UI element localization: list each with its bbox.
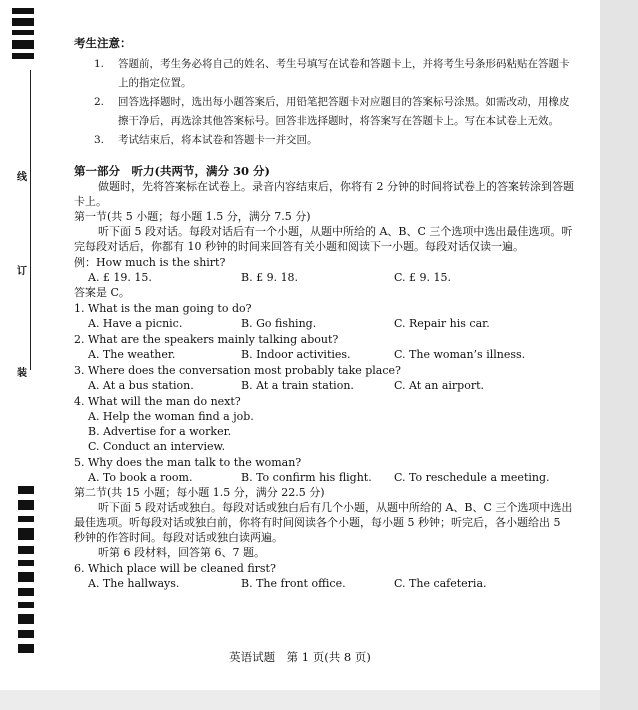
notice-title: 考生注意： <box>74 36 132 50</box>
barcode-bar <box>18 486 34 494</box>
notice-num: 3. <box>94 134 105 146</box>
seal-char: 装 <box>17 368 27 379</box>
option: B. Advertise for a worker. <box>88 425 232 438</box>
option: A. To book a room. <box>88 471 193 484</box>
barcode-bar <box>18 572 34 582</box>
option: B. Indoor activities. <box>241 348 351 361</box>
section-title: 第一节(共 5 小题；每小题 1.5 分，满分 7.5 分) <box>74 210 311 223</box>
section-intro: 听下面 5 段对话。每段对话后有一个小题，从题中所给的 A、B、C 三个选项中选出最佳选项。听完每段对话后，你都有 10 秒钟的时间来回答有关小题和阅读下一小题。每段对话仅读一遍。 <box>74 225 573 253</box>
barcode-bar <box>18 614 34 624</box>
question: 5. Why does the man talk to the woman? <box>74 456 302 469</box>
option: C. To reschedule a meeting. <box>394 471 550 484</box>
question-options <box>74 347 574 362</box>
question-options <box>74 316 574 331</box>
barcode-bar <box>18 528 34 540</box>
seal-char: 线 <box>17 172 27 183</box>
barcode-bar <box>18 546 34 554</box>
notice-text: 考试结束后，将本试卷和答题卡一并交回。 <box>118 134 318 146</box>
page-footer: 英语试题 第 1 页(共 8 页) <box>229 650 371 664</box>
barcode-bar <box>12 53 34 59</box>
option: A. The hallways. <box>88 577 180 590</box>
notice-item <box>94 55 574 93</box>
notice-num: 1. <box>94 58 105 70</box>
seal-char: 订 <box>17 266 27 277</box>
option: C. The woman’s illness. <box>394 348 526 361</box>
page-gap <box>0 690 600 710</box>
material-note: 听第 6 段材料，回答第 6、7 题。 <box>98 546 265 559</box>
barcode-bar <box>12 30 34 35</box>
barcode-bar <box>18 630 34 638</box>
question: 2. What are the speakers mainly talking about? <box>74 333 339 346</box>
question: 1. What is the man going to do? <box>74 302 252 315</box>
question-options <box>74 576 574 591</box>
viewer-background <box>600 0 638 710</box>
section-title: 第二节(共 15 小题；每小题 1.5 分，满分 22.5 分) <box>74 486 325 499</box>
cut-line <box>30 70 31 370</box>
option: C. Repair his car. <box>394 317 490 330</box>
option: B. £ 9. 18. <box>241 271 299 284</box>
notice-item <box>94 131 574 150</box>
option: B. At a train station. <box>241 379 354 392</box>
option: A. £ 19. 15. <box>88 271 152 284</box>
option: C. At an airport. <box>394 379 484 392</box>
example-answer: 答案是 C。 <box>74 286 130 299</box>
option: B. The front office. <box>241 577 346 590</box>
option: C. Conduct an interview. <box>88 440 226 453</box>
notice-text: 答题前，考生务必将自己的姓名、考生号填写在试卷和答题卡上，并将考生号条形码粘贴在答题卡上的指定位置。 <box>118 58 570 89</box>
barcode-bar <box>18 602 34 608</box>
part-intro: 做题时，先将答案标在试卷上。录音内容结束后，你将有 2 分钟的时间将试卷上的答案转涂到答题卡上。 <box>74 180 574 208</box>
barcode-bar <box>12 18 34 26</box>
option: B. Go fishing. <box>241 317 317 330</box>
barcode-bar <box>18 516 34 522</box>
question: 4. What will the man do next? <box>74 395 241 408</box>
question: 3. Where does the conversation most probably take place? <box>74 364 401 377</box>
option: A. At a bus station. <box>88 379 194 392</box>
example-question: 例：How much is the shirt? <box>74 256 226 269</box>
example-options <box>74 270 574 285</box>
part-title: 第一部分 听力(共两节，满分 30 分) <box>74 164 270 178</box>
option: B. To confirm his flight. <box>241 471 372 484</box>
question-options <box>74 378 574 393</box>
option: A. Help the woman find a job. <box>88 410 254 423</box>
option: C. The cafeteria. <box>394 577 487 590</box>
notice-text: 回答选择题时，选出每小题答案后，用铅笔把答题卡对应题目的答案标号涂黑。如需改动，用橡皮擦干净后，再选涂其他答案标号。回答非选择题时，将答案写在答题卡上。写在本试卷上无效。 <box>118 96 570 127</box>
barcode-bar <box>18 500 34 510</box>
section-intro: 听下面 5 段对话或独白。每段对话或独白后有几个小题，从题中所给的 A、B、C 三个选项中选出最佳选项。听每段对话或独白前，你将有时间阅读各个小题，每小题 5 秒钟；听完后，各小题给出 5 秒钟的作答时间。每段对话或独白读两遍。 <box>74 501 573 544</box>
option: A. The weather. <box>88 348 176 361</box>
option: C. £ 9. 15. <box>394 271 451 284</box>
exam-content <box>74 36 574 591</box>
question-options <box>74 470 574 485</box>
question: 6. Which place will be cleaned first? <box>74 562 276 575</box>
notice-item <box>94 93 574 131</box>
barcode-bar <box>18 560 34 566</box>
barcode-bar <box>12 8 34 14</box>
barcode-bar <box>18 588 34 596</box>
notice-num: 2. <box>94 96 105 108</box>
option: A. Have a picnic. <box>88 317 183 330</box>
barcode-bar <box>12 40 34 49</box>
